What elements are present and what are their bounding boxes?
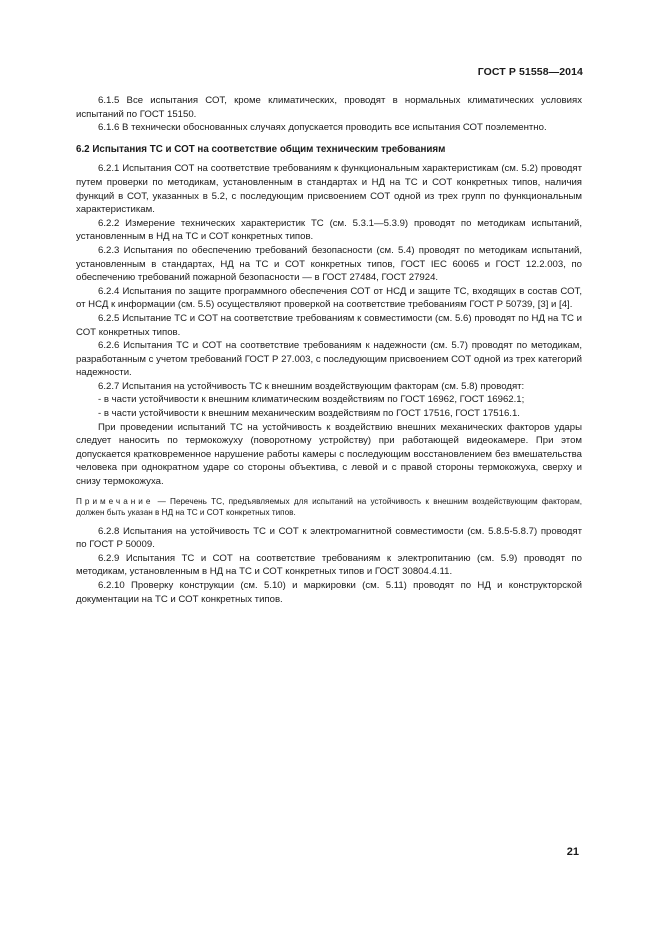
paragraph-6-2-3: 6.2.3 Испытания по обеспечению требований безопасности (см. 5.4) проводят по методикам испытаний, установленным в стандартах, НД на ТС и СОТ конкретных типов, ГОСТ IEC 60065 и ГОСТ 12.2.003, по обеспечению требований пожарной безопасности — в ГОСТ 27484, ГОСТ 27924. bbox=[76, 244, 582, 284]
paragraph-6-2-10: 6.2.10 Проверку конструкции (см. 5.10) и маркировки (см. 5.11) проводят по НД и конструкторской документации на ТС и СОТ конкретных типов. bbox=[76, 580, 582, 605]
paragraph-6-2-4: 6.2.4 Испытания по защите программного обеспечения СОТ от НСД и защите ТС, входящих в состав СОТ, от НСД к информации (см. 5.5) осуществляют проверкой на соответствие требованиям ГОСТ Р 50739, [3] и [4]. bbox=[76, 285, 582, 311]
paragraph-6-2-9: 6.2.9 Испытания ТС и СОТ на соответствие требованиям к электропитанию (см. 5.9) проводят по методикам, установленным в НД на ТС и СОТ конкретных типов и ГОСТ 30804.4.11. bbox=[76, 552, 582, 578]
note-label: Примечание bbox=[76, 496, 154, 506]
paragraph-6-1-5: 6.1.5 Все испытания СОТ, кроме климатических, проводят в нормальных климатических условиях испытаний по ГОСТ 15150. bbox=[76, 95, 582, 120]
paragraph-6-2-1: 6.2.1 Испытания СОТ на соответствие требованиям к функциональным характеристикам (см. 5.2) проводят путем проверки по методикам, установленным в стандартах и НД на ТС и СОТ конкретных типов, наличия функций в СОТ, указанных в 5.2, с последующим присвоением СОТ одной из трех групп по функциональным характеристикам. bbox=[76, 163, 582, 216]
document-code: ГОСТ Р 51558—2014 bbox=[477, 66, 583, 78]
paragraph-6-1-6: 6.1.6 В технически обоснованных случаях допускается проводить все испытания СОТ поэлементно. bbox=[98, 122, 547, 134]
note-text: — Перечень ТС, предъявляемых для испытаний на устойчивость к внешним воздействующим факторам, должен быть указан в НД на ТС и СОТ конкретных типов. bbox=[76, 496, 582, 517]
page-body bbox=[76, 94, 582, 606]
paragraph-6-2-6: 6.2.6 Испытания ТС и СОТ на соответствие требованиям к надежности (см. 5.7) проводят по методикам, разработанным с учетом требований ГОСТ Р 27.003, с последующим присвоением СОТ одной из трех категорий надежности. bbox=[76, 340, 582, 379]
section-heading-6-2: 6.2 Испытания ТС и СОТ на соответствие общим техническим требованиям bbox=[76, 143, 446, 155]
paragraph-6-2-7-details: При проведении испытаний ТС на устойчивость к воздействию внешних механических факторов удары следует наносить по термокожуху (поворотному устройству) при работающей видеокамере. При этом допускается кратковременное нарушение работы камеры с последующим восстановлением без вмешательства человека при однократном ударе со стороны объектива, с левой и с правой стороны термокожуха, сверху и снизу термокожуха. bbox=[76, 421, 582, 488]
page-number: 21 bbox=[566, 846, 579, 858]
list-item-climatic: - в части устойчивости к внешним климатическим воздействиям по ГОСТ 16962, ГОСТ 16962.1; bbox=[98, 394, 525, 406]
paragraph-6-2-7: 6.2.7 Испытания на устойчивость ТС к внешним воздействующим факторам (см. 5.8) проводят: bbox=[98, 380, 525, 392]
paragraph-6-2-5: 6.2.5 Испытание ТС и СОТ на соответствие требованиям к совместимости (см. 5.6) проводят по НД на ТС и СОТ конкретных типов. bbox=[76, 312, 582, 338]
paragraph-6-2-8: 6.2.8 Испытания на устойчивость ТС и СОТ к электромагнитной совместимости (см. 5.8.5-5.8.7) проводят по ГОСТ Р 50009. bbox=[76, 525, 582, 551]
list-item-mechanical: - в части устойчивости к внешним механическим воздействиям по ГОСТ 17516, ГОСТ 17516.1. bbox=[98, 408, 520, 420]
paragraph-6-2-2: 6.2.2 Измерение технических характеристик ТС (см. 5.3.1—5.3.9) проводят по методикам испытаний, установленным в НД на ТС и СОТ конкретных типов. bbox=[76, 217, 582, 243]
note bbox=[76, 496, 582, 518]
